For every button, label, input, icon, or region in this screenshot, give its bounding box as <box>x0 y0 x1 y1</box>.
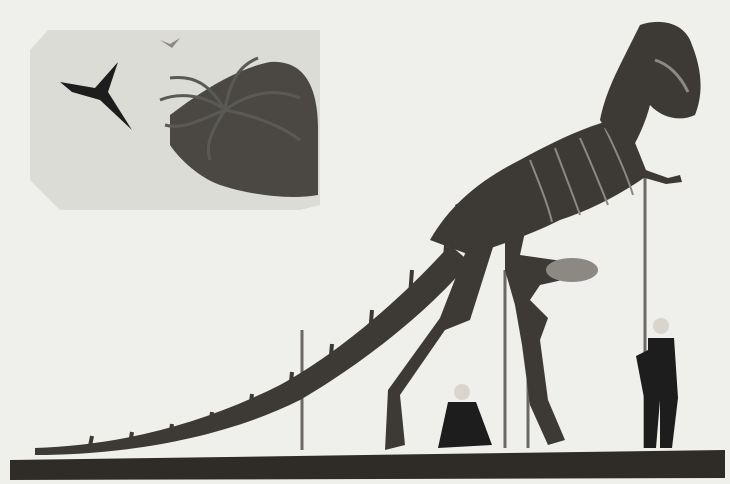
seated-man-head <box>454 384 470 400</box>
standing-man-head <box>653 318 669 334</box>
inset-painting <box>30 30 320 210</box>
thigh-joint <box>546 258 598 282</box>
